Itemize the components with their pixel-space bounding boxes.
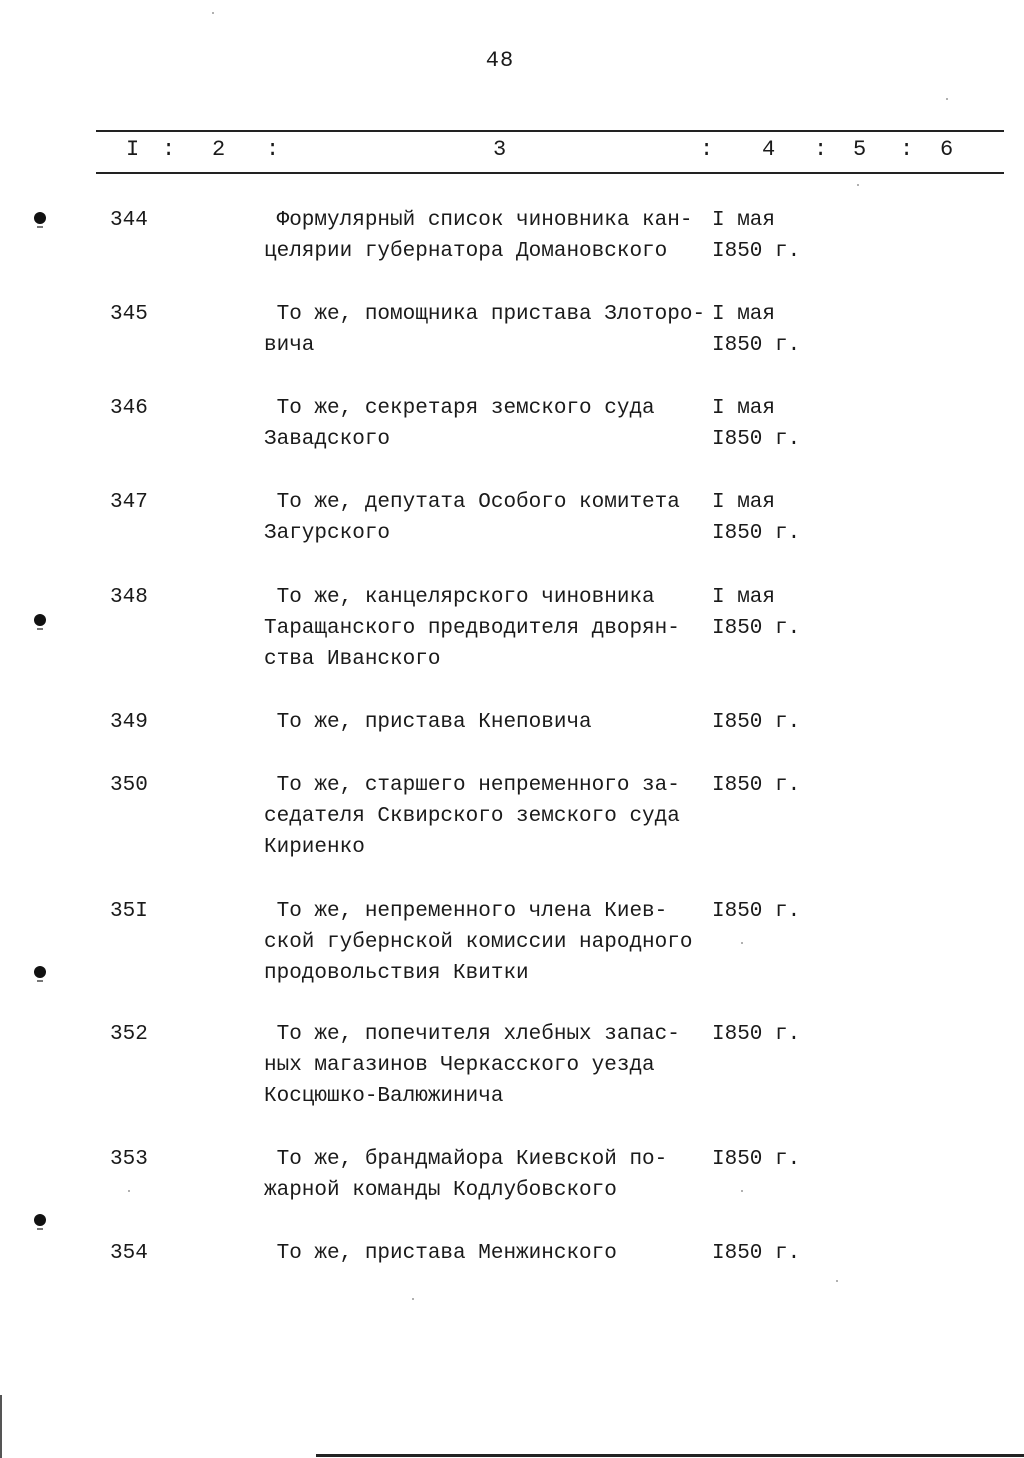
entry-number: 353 (110, 1148, 148, 1171)
header-rule-top (96, 130, 1004, 132)
date-line: I850 г. (712, 1148, 801, 1171)
entry-number: 354 (110, 1242, 148, 1265)
description-line: ской губернской комиссии народного (264, 931, 693, 954)
entry-number: 349 (110, 711, 148, 734)
date-line: I850 г. (712, 617, 801, 640)
entry-description (264, 299, 709, 361)
date-line: I мая (712, 491, 776, 514)
scan-speck (946, 98, 948, 100)
description-line: Завадского (264, 428, 391, 451)
description-line: То же, непременного члена Киев- (264, 900, 668, 923)
entry-date (712, 1144, 800, 1175)
description-line: ства Иванского (264, 648, 441, 671)
date-line: I мая (712, 303, 776, 326)
entry-date (712, 487, 800, 549)
entry-number: 348 (110, 586, 148, 609)
description-line: ных магазинов Черкасского уезда (264, 1054, 655, 1077)
column-number: 6 (940, 137, 954, 162)
description-line: Косцюшко-Валюжинича (264, 1085, 504, 1108)
entry-description (264, 487, 709, 549)
entry-number: 347 (110, 491, 148, 514)
description-line: целярии губернатора Домановского (264, 240, 668, 263)
description-line: То же, брандмайора Киевской по- (264, 1148, 668, 1171)
date-line: I850 г. (712, 774, 801, 797)
punch-hole-icon (34, 1214, 46, 1226)
date-line: I850 г. (712, 334, 801, 357)
column-separator: : (814, 137, 828, 162)
entry-number: 35I (110, 900, 148, 923)
description-line: жарной команды Кодлубовского (264, 1179, 617, 1202)
column-separator: : (900, 137, 914, 162)
column-number: 5 (853, 137, 867, 162)
entry-date (712, 393, 800, 455)
date-line: I850 г. (712, 522, 801, 545)
entry-description (264, 1238, 709, 1269)
entry-description (264, 582, 709, 675)
entry-description (264, 770, 709, 863)
description-line: То же, попечителя хлебных запас- (264, 1023, 680, 1046)
punch-hole-icon (34, 966, 46, 978)
scan-edge-left (0, 1395, 2, 1458)
description-line: Кириенко (264, 836, 365, 859)
column-number: I (126, 137, 140, 162)
entry-description (264, 393, 709, 455)
description-line: То же, депутата Особого комитета (264, 491, 680, 514)
date-line: I мая (712, 209, 776, 232)
scan-speck (741, 942, 743, 944)
header-rule-bottom (96, 172, 1004, 174)
page-number: 48 (485, 48, 515, 73)
entry-date (712, 582, 800, 644)
description-line: продовольствия Квитки (264, 962, 529, 985)
scan-edge-bottom (316, 1454, 1024, 1457)
punch-hole-icon (34, 614, 46, 626)
description-line: Загурского (264, 522, 391, 545)
description-line: То же, старшего непременного за- (264, 774, 680, 797)
entry-number: 344 (110, 209, 148, 232)
date-line: I мая (712, 586, 776, 609)
entry-number: 352 (110, 1023, 148, 1046)
description-line: То же, секретаря земского суда (264, 397, 655, 420)
entry-description (264, 205, 709, 267)
entry-date (712, 205, 800, 267)
entry-description (264, 896, 709, 989)
entry-date (712, 896, 800, 927)
column-separator: : (162, 137, 176, 162)
description-line: Таращанского предводителя дворян- (264, 617, 680, 640)
entry-date (712, 1238, 800, 1269)
date-line: I850 г. (712, 240, 801, 263)
description-line: То же, пристава Менжинского (264, 1242, 617, 1265)
description-line: вича (264, 334, 315, 357)
scan-speck (836, 1280, 838, 1282)
description-line: седателя Сквирского земского суда (264, 805, 680, 828)
entry-date (712, 299, 800, 361)
date-line: I850 г. (712, 1023, 801, 1046)
column-separator: : (700, 137, 714, 162)
scan-speck (857, 184, 859, 186)
description-line: То же, канцелярского чиновника (264, 586, 655, 609)
column-number: 4 (762, 137, 776, 162)
scan-speck (412, 1298, 414, 1300)
column-number: 3 (493, 137, 507, 162)
column-number: 2 (212, 137, 226, 162)
date-line: I850 г. (712, 711, 801, 734)
entry-date (712, 1019, 800, 1050)
column-separator: : (266, 137, 280, 162)
column-header-row (96, 137, 1004, 167)
date-line: I850 г. (712, 900, 801, 923)
entry-date (712, 707, 800, 738)
date-line: I850 г. (712, 1242, 801, 1265)
entry-date (712, 770, 800, 801)
date-line: I850 г. (712, 428, 801, 451)
date-line: I мая (712, 397, 776, 420)
scan-speck (128, 1190, 130, 1192)
entry-number: 345 (110, 303, 148, 326)
description-line: Формулярный список чиновника кан- (264, 209, 693, 232)
entry-number: 346 (110, 397, 148, 420)
punch-hole-icon (34, 212, 46, 224)
entry-description (264, 1144, 709, 1206)
entry-description (264, 707, 709, 738)
description-line: То же, помощника пристава Злоторо- (264, 303, 706, 326)
scan-speck (741, 1190, 743, 1192)
entry-number: 350 (110, 774, 148, 797)
scan-speck (212, 12, 214, 14)
description-line: То же, пристава Кнеповича (264, 711, 592, 734)
entry-description (264, 1019, 709, 1112)
